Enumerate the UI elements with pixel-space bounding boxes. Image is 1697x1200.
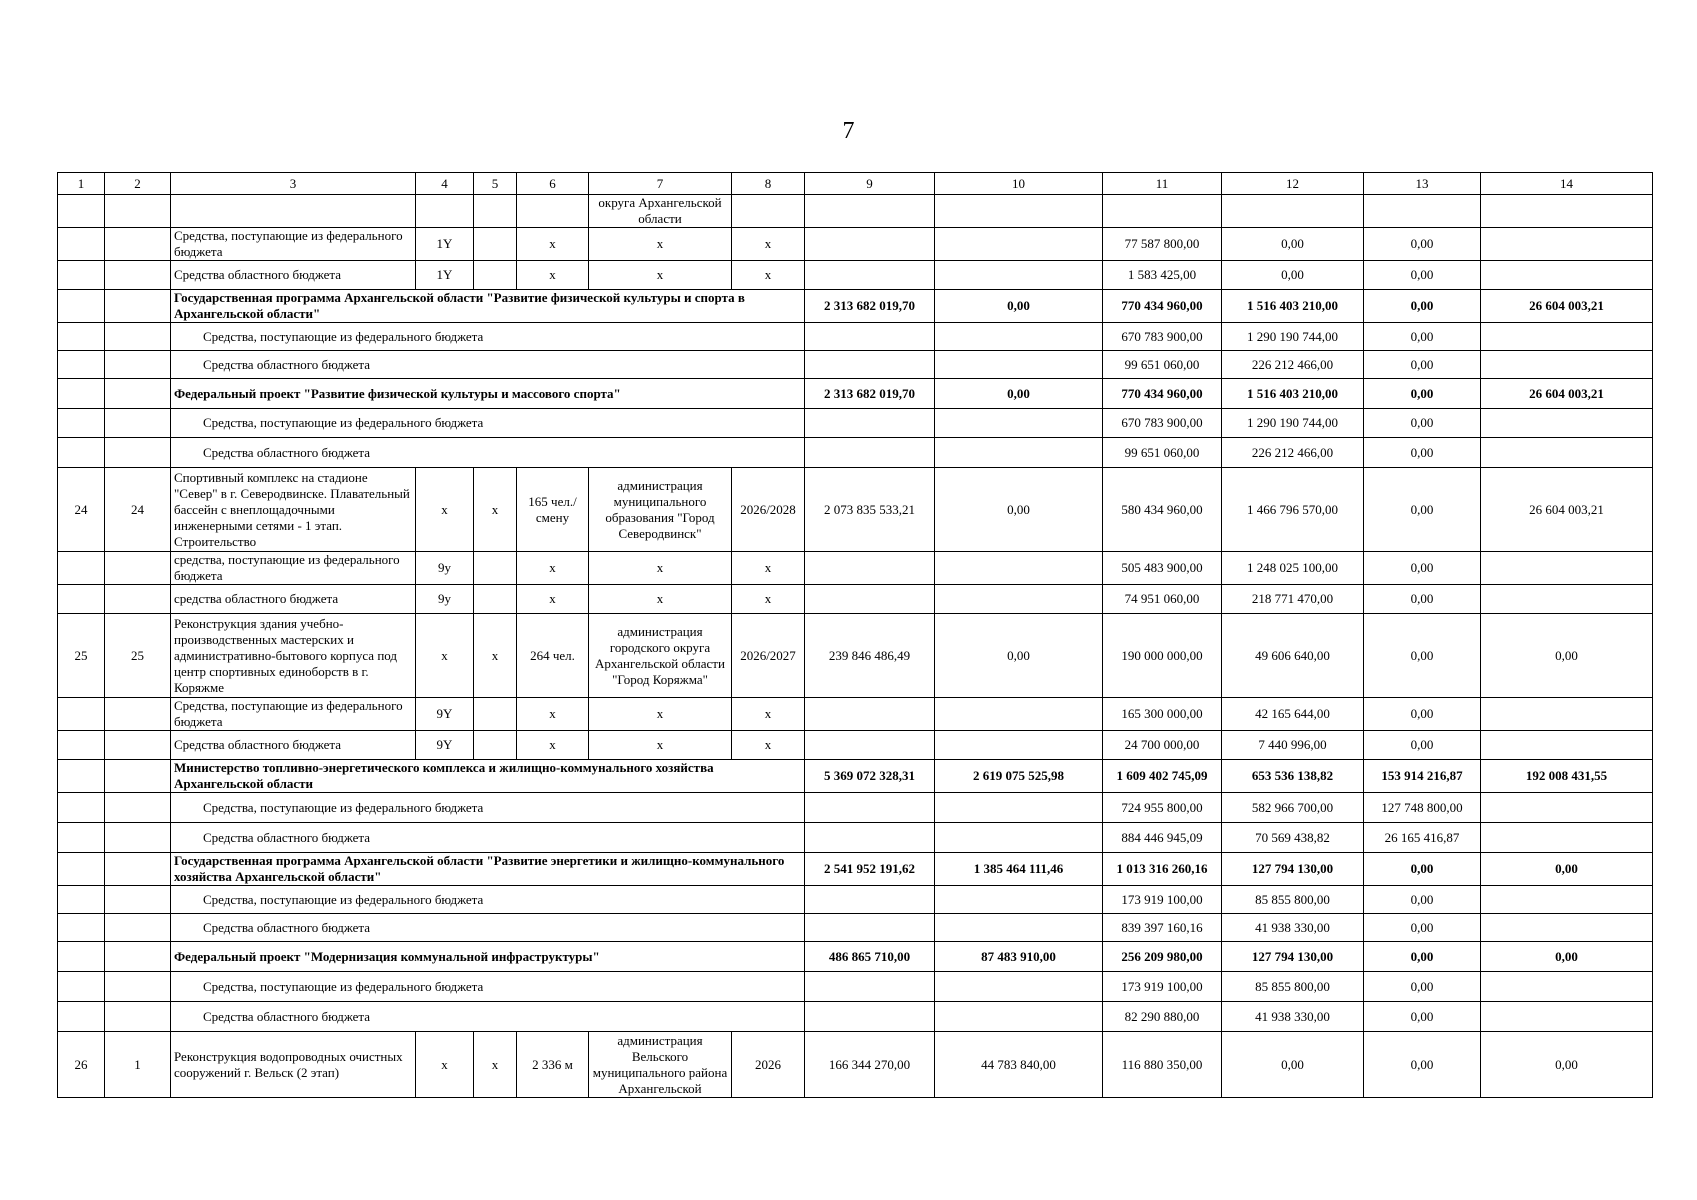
table-cell: 0,00	[1364, 853, 1481, 886]
table-cell: 653 536 138,82	[1222, 760, 1364, 793]
table-cell: 0,00	[1364, 972, 1481, 1002]
table-cell: х	[732, 731, 805, 760]
table-cell: 264 чел.	[517, 614, 589, 698]
table-cell: х	[732, 698, 805, 731]
table-cell: 24	[105, 468, 171, 552]
table-cell: 239 846 486,49	[805, 614, 935, 698]
column-header-row	[58, 173, 1653, 195]
table-cell: 2 541 952 191,62	[805, 853, 935, 886]
table-cell: х	[517, 698, 589, 731]
table-cell: 2 073 835 533,21	[805, 468, 935, 552]
table-cell: 0,00	[1364, 886, 1481, 914]
table-cell: 2 619 075 525,98	[935, 760, 1103, 793]
table-cell: 0,00	[1222, 261, 1364, 290]
table-cell: 0,00	[1481, 942, 1653, 972]
table-cell: 2026/2027	[732, 614, 805, 698]
table-cell: 49 606 640,00	[1222, 614, 1364, 698]
table-cell: 1 583 425,00	[1103, 261, 1222, 290]
column-header: 9	[805, 173, 935, 195]
table-cell: 0,00	[1364, 261, 1481, 290]
table-row	[58, 351, 1653, 379]
table-row	[58, 793, 1653, 823]
table-cell: 724 955 800,00	[1103, 793, 1222, 823]
table-cell: 2026	[732, 1032, 805, 1098]
table-cell: 1 248 025 100,00	[1222, 552, 1364, 585]
table-cell: 99 651 060,00	[1103, 351, 1222, 379]
table-row	[58, 261, 1653, 290]
table-cell: х	[474, 614, 517, 698]
table-cell: Средства областного бюджета	[171, 351, 805, 379]
table-row	[58, 379, 1653, 409]
table-row	[58, 972, 1653, 1002]
table-cell: 226 212 466,00	[1222, 438, 1364, 468]
table-cell: 0,00	[935, 379, 1103, 409]
table-cell: 9у	[416, 585, 474, 614]
table-row	[58, 1002, 1653, 1032]
table-cell: 44 783 840,00	[935, 1032, 1103, 1098]
table-cell: 1Y	[416, 261, 474, 290]
table-cell: Средства, поступающие из федерального бюджета	[171, 793, 805, 823]
table-cell: Реконструкция водопроводных очистных сооружений г. Вельск (2 этап)	[171, 1032, 416, 1098]
table-cell: 839 397 160,16	[1103, 914, 1222, 942]
table-cell: 9Y	[416, 698, 474, 731]
table-row	[58, 228, 1653, 261]
table-cell: 153 914 216,87	[1364, 760, 1481, 793]
table-cell: 582 966 700,00	[1222, 793, 1364, 823]
table-cell: 0,00	[1364, 731, 1481, 760]
table-cell: администрация городского округа Архангельской области "Город Коряжма"	[589, 614, 732, 698]
table-cell: округа Архангельской области	[589, 195, 732, 228]
table-cell: 25	[58, 614, 105, 698]
table-cell: 0,00	[935, 468, 1103, 552]
table-cell: 74 951 060,00	[1103, 585, 1222, 614]
table-cell: х	[589, 731, 732, 760]
table-cell: 9у	[416, 552, 474, 585]
table-cell: 190 000 000,00	[1103, 614, 1222, 698]
table-cell: 165 чел./смену	[517, 468, 589, 552]
table-cell: 0,00	[1222, 1032, 1364, 1098]
table-cell: Спортивный комплекс на стадионе "Север" в г. Северодвинске. Плавательный бассейн с внеплощадочными инженерными сетями - 1 этап. Строительство	[171, 468, 416, 552]
table-cell: х	[732, 585, 805, 614]
table-cell: х	[732, 261, 805, 290]
table-cell: 1 516 403 210,00	[1222, 290, 1364, 323]
table-cell: 26	[58, 1032, 105, 1098]
table-cell: 87 483 910,00	[935, 942, 1103, 972]
column-header: 10	[935, 173, 1103, 195]
table-cell: 0,00	[1364, 585, 1481, 614]
table-cell: 0,00	[1364, 438, 1481, 468]
table-cell: 2 336 м	[517, 1032, 589, 1098]
table-cell: 218 771 470,00	[1222, 585, 1364, 614]
table-cell: 9Y	[416, 731, 474, 760]
table-cell: 173 919 100,00	[1103, 886, 1222, 914]
table-cell: х	[416, 468, 474, 552]
column-header: 6	[517, 173, 589, 195]
table-cell: 0,00	[1364, 468, 1481, 552]
table-row	[58, 323, 1653, 351]
table-cell: Средства областного бюджета	[171, 438, 805, 468]
table-cell: 166 344 270,00	[805, 1032, 935, 1098]
table-cell: 127 748 800,00	[1364, 793, 1481, 823]
table-cell: 0,00	[1364, 914, 1481, 942]
table-cell: х	[589, 698, 732, 731]
table-cell: 1	[105, 1032, 171, 1098]
table-cell: 99 651 060,00	[1103, 438, 1222, 468]
table-cell: 1 609 402 745,09	[1103, 760, 1222, 793]
table-cell: 0,00	[935, 614, 1103, 698]
table-row	[58, 552, 1653, 585]
table-cell: Министерство топливно-энергетического комплекса и жилищно-коммунального хозяйства Архангельской области	[171, 760, 805, 793]
table-cell: х	[517, 228, 589, 261]
table-cell: х	[517, 585, 589, 614]
table-cell: 26 604 003,21	[1481, 290, 1653, 323]
table-cell: 1 290 190 744,00	[1222, 323, 1364, 351]
table-cell: Средства, поступающие из федерального бюджета	[171, 323, 805, 351]
table-cell: 165 300 000,00	[1103, 698, 1222, 731]
table-row	[58, 731, 1653, 760]
table-cell: 0,00	[1364, 290, 1481, 323]
table-cell: х	[416, 614, 474, 698]
column-header: 3	[171, 173, 416, 195]
table-cell: 1 466 796 570,00	[1222, 468, 1364, 552]
column-header: 8	[732, 173, 805, 195]
table-cell: 70 569 438,82	[1222, 823, 1364, 853]
table-cell: 173 919 100,00	[1103, 972, 1222, 1002]
table-cell: 127 794 130,00	[1222, 942, 1364, 972]
table-cell: х	[517, 552, 589, 585]
table-row	[58, 1032, 1653, 1098]
table-cell: 770 434 960,00	[1103, 290, 1222, 323]
table-cell: 82 290 880,00	[1103, 1002, 1222, 1032]
table-row	[58, 942, 1653, 972]
table-cell: 580 434 960,00	[1103, 468, 1222, 552]
column-header: 11	[1103, 173, 1222, 195]
table-cell: средства, поступающие из федерального бюджета	[171, 552, 416, 585]
table-cell: х	[474, 1032, 517, 1098]
table-row	[58, 409, 1653, 438]
table-cell: Государственная программа Архангельской области "Развитие физической культуры и спорта в Архангельской области"	[171, 290, 805, 323]
table-row	[58, 823, 1653, 853]
table-cell: 1 385 464 111,46	[935, 853, 1103, 886]
table-cell: 24	[58, 468, 105, 552]
column-header: 7	[589, 173, 732, 195]
table-cell: 41 938 330,00	[1222, 1002, 1364, 1032]
table-cell: х	[589, 552, 732, 585]
table-cell: 24 700 000,00	[1103, 731, 1222, 760]
table-cell: 2 313 682 019,70	[805, 290, 935, 323]
table-row	[58, 438, 1653, 468]
table-row	[58, 853, 1653, 886]
table-cell: 226 212 466,00	[1222, 351, 1364, 379]
table-cell: 192 008 431,55	[1481, 760, 1653, 793]
column-header: 2	[105, 173, 171, 195]
table-cell: 0,00	[1364, 379, 1481, 409]
column-header: 12	[1222, 173, 1364, 195]
column-header: 5	[474, 173, 517, 195]
table-cell: 116 880 350,00	[1103, 1032, 1222, 1098]
table-cell: 0,00	[1364, 942, 1481, 972]
table-cell: 1 290 190 744,00	[1222, 409, 1364, 438]
table-cell: 0,00	[1364, 409, 1481, 438]
table-row	[58, 290, 1653, 323]
table-cell: Средства областного бюджета	[171, 261, 416, 290]
table-cell: 25	[105, 614, 171, 698]
table-cell: Федеральный проект "Развитие физической культуры и массового спорта"	[171, 379, 805, 409]
table-cell: 884 446 945,09	[1103, 823, 1222, 853]
table-cell: 7 440 996,00	[1222, 731, 1364, 760]
table-cell: 0,00	[1481, 853, 1653, 886]
column-header: 4	[416, 173, 474, 195]
table-cell: х	[732, 228, 805, 261]
table-cell: 0,00	[1364, 552, 1481, 585]
table-row	[58, 698, 1653, 731]
table-cell: 2 313 682 019,70	[805, 379, 935, 409]
table-cell: Средства, поступающие из федерального бюджета	[171, 972, 805, 1002]
table-cell: 26 165 416,87	[1364, 823, 1481, 853]
table-cell: 0,00	[1364, 228, 1481, 261]
table-cell: 486 865 710,00	[805, 942, 935, 972]
table-cell: х	[517, 261, 589, 290]
table-cell: 85 855 800,00	[1222, 886, 1364, 914]
table-cell: средства областного бюджета	[171, 585, 416, 614]
table-cell: 5 369 072 328,31	[805, 760, 935, 793]
table-row	[58, 760, 1653, 793]
table-cell: 256 209 980,00	[1103, 942, 1222, 972]
table-cell: Реконструкция здания учебно-производственных мастерских и административно-бытового корпуса под центр спортивных единоборств в г. Коряжме	[171, 614, 416, 698]
table-cell: 0,00	[1364, 1032, 1481, 1098]
table-cell: 0,00	[1481, 614, 1653, 698]
table-cell: 85 855 800,00	[1222, 972, 1364, 1002]
table-cell: Средства областного бюджета	[171, 914, 805, 942]
table-cell: 1 013 316 260,16	[1103, 853, 1222, 886]
column-header: 14	[1481, 173, 1653, 195]
table-cell: 0,00	[1364, 351, 1481, 379]
table-cell: х	[589, 261, 732, 290]
table-cell: 0,00	[1364, 698, 1481, 731]
table-row	[58, 468, 1653, 552]
table-cell: 770 434 960,00	[1103, 379, 1222, 409]
table-cell: 41 938 330,00	[1222, 914, 1364, 942]
table-cell: 42 165 644,00	[1222, 698, 1364, 731]
table-cell: администрация муниципального образования "Город Северодвинск"	[589, 468, 732, 552]
table-row	[58, 886, 1653, 914]
table-cell: 0,00	[1364, 614, 1481, 698]
table-cell: администрация Вельского муниципального района Архангельской	[589, 1032, 732, 1098]
table-cell: Средства, поступающие из федерального бюджета	[171, 228, 416, 261]
column-header: 1	[58, 173, 105, 195]
table-cell: 0,00	[1364, 323, 1481, 351]
table-cell: 1Y	[416, 228, 474, 261]
table-cell: х	[589, 585, 732, 614]
table-cell: х	[732, 552, 805, 585]
table-cell: Средства областного бюджета	[171, 823, 805, 853]
table-cell: х	[589, 228, 732, 261]
table-cell: х	[517, 731, 589, 760]
table-row	[58, 585, 1653, 614]
table-row	[58, 914, 1653, 942]
table-cell: 77 587 800,00	[1103, 228, 1222, 261]
table-cell: Средства, поступающие из федерального бюджета	[171, 409, 805, 438]
column-header: 13	[1364, 173, 1481, 195]
table-row	[58, 614, 1653, 698]
table-cell: 670 783 900,00	[1103, 323, 1222, 351]
table-cell: Средства областного бюджета	[171, 731, 416, 760]
table-cell: Федеральный проект "Модернизация коммунальной инфраструктуры"	[171, 942, 805, 972]
table-cell: 2026/2028	[732, 468, 805, 552]
table-row	[58, 195, 1653, 228]
table-cell: 0,00	[1481, 1032, 1653, 1098]
table-cell: Средства, поступающие из федерального бюджета	[171, 698, 416, 731]
table-cell: Средства областного бюджета	[171, 1002, 805, 1032]
page-number: 7	[842, 118, 855, 144]
budget-table	[57, 172, 1653, 1098]
table-cell: х	[416, 1032, 474, 1098]
table-cell: 0,00	[1364, 1002, 1481, 1032]
table-cell: 0,00	[1222, 228, 1364, 261]
table-cell: 505 483 900,00	[1103, 552, 1222, 585]
table-cell: 127 794 130,00	[1222, 853, 1364, 886]
table-cell: 0,00	[935, 290, 1103, 323]
table-cell: 26 604 003,21	[1481, 468, 1653, 552]
table-cell: х	[474, 468, 517, 552]
table-cell: 26 604 003,21	[1481, 379, 1653, 409]
table-cell: 1 516 403 210,00	[1222, 379, 1364, 409]
table-cell: 670 783 900,00	[1103, 409, 1222, 438]
table-cell: Государственная программа Архангельской области "Развитие энергетики и жилищно-коммунального хозяйства Архангельской области"	[171, 853, 805, 886]
table-cell: Средства, поступающие из федерального бюджета	[171, 886, 805, 914]
